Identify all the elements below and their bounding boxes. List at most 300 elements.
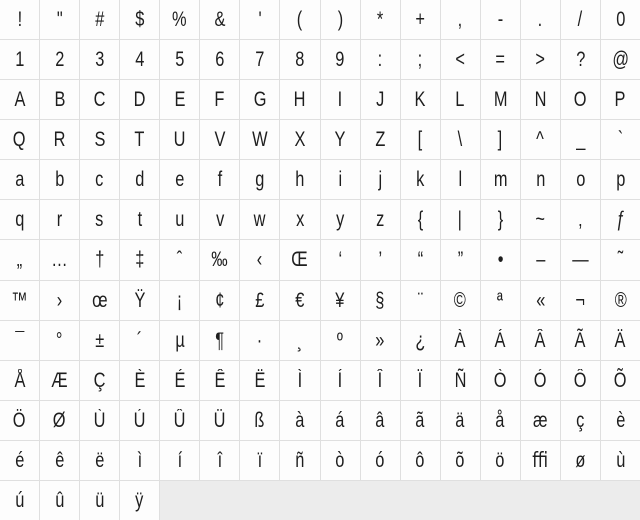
- glyph-cell[interactable]: [80, 441, 119, 480]
- glyph: ;: [417, 48, 423, 72]
- glyph-cell[interactable]: [240, 200, 279, 239]
- glyph: á: [335, 408, 345, 432]
- glyph-cell[interactable]: [120, 160, 159, 199]
- glyph-cell[interactable]: [561, 240, 600, 279]
- glyph: p: [615, 168, 626, 192]
- glyph-cell[interactable]: [160, 240, 199, 279]
- glyph: u: [175, 208, 185, 232]
- glyph-cell[interactable]: [120, 40, 159, 79]
- glyph: ¿: [415, 328, 426, 352]
- glyph-cell[interactable]: [521, 281, 560, 320]
- glyph-cell[interactable]: [521, 401, 560, 440]
- glyph-cell[interactable]: [361, 80, 400, 119]
- glyph: !: [17, 8, 22, 32]
- glyph-cell[interactable]: [240, 160, 279, 199]
- glyph: ‚: [578, 208, 583, 232]
- glyph-cell[interactable]: [321, 80, 360, 119]
- glyph-cell[interactable]: [481, 321, 520, 360]
- glyph: ë: [95, 448, 105, 472]
- glyph-cell[interactable]: [561, 120, 600, 159]
- glyph-cell[interactable]: [120, 0, 159, 39]
- glyph-cell[interactable]: [561, 401, 600, 440]
- glyph-cell[interactable]: [0, 80, 39, 119]
- glyph-cell[interactable]: [0, 40, 39, 79]
- glyph: e: [175, 168, 185, 192]
- glyph-cell[interactable]: [521, 80, 560, 119]
- glyph: P: [614, 88, 626, 112]
- glyph-cell[interactable]: [481, 281, 520, 320]
- glyph-cell[interactable]: [601, 160, 640, 199]
- glyph: Ù: [93, 408, 106, 432]
- glyph: Ÿ: [134, 288, 146, 312]
- glyph: Ô: [574, 368, 587, 392]
- glyph: -: [497, 8, 504, 32]
- glyph-cell[interactable]: [361, 401, 400, 440]
- glyph-cell[interactable]: [441, 80, 480, 119]
- glyph-cell[interactable]: [200, 160, 239, 199]
- glyph-cell[interactable]: [160, 80, 199, 119]
- glyph: V: [214, 128, 226, 152]
- glyph-cell[interactable]: [200, 321, 239, 360]
- glyph: é: [14, 448, 25, 472]
- glyph: A: [14, 88, 25, 112]
- glyph-cell[interactable]: [0, 481, 39, 520]
- glyph-cell[interactable]: [321, 401, 360, 440]
- glyph-cell[interactable]: [160, 361, 199, 400]
- glyph: ç: [576, 408, 585, 432]
- glyph-cell[interactable]: [0, 401, 39, 440]
- glyph-cell[interactable]: [441, 240, 480, 279]
- glyph-cell[interactable]: [120, 361, 159, 400]
- glyph-cell[interactable]: [361, 40, 400, 79]
- glyph-cell[interactable]: [40, 160, 79, 199]
- glyph-cell[interactable]: [401, 160, 440, 199]
- glyph: —: [572, 248, 589, 272]
- glyph-cell[interactable]: [361, 441, 400, 480]
- glyph: :: [377, 48, 383, 72]
- glyph: y: [335, 208, 345, 232]
- glyph: l: [458, 168, 463, 192]
- glyph-cell[interactable]: [321, 321, 360, 360]
- glyph-cell[interactable]: [280, 40, 319, 79]
- glyph-cell[interactable]: [601, 401, 640, 440]
- glyph-cell[interactable]: [40, 120, 79, 159]
- glyph-cell[interactable]: [481, 40, 520, 79]
- glyph-cell[interactable]: [280, 401, 319, 440]
- glyph: â: [375, 408, 385, 432]
- glyph-cell[interactable]: [160, 0, 199, 39]
- glyph-cell[interactable]: [601, 200, 640, 239]
- glyph-cell[interactable]: [280, 321, 319, 360]
- glyph: a: [14, 168, 25, 192]
- glyph-cell[interactable]: [80, 200, 119, 239]
- glyph: Œ: [291, 248, 309, 272]
- glyph: Z: [375, 128, 386, 152]
- glyph: ò: [335, 448, 345, 472]
- glyph-cell[interactable]: [240, 401, 279, 440]
- glyph: ": [56, 8, 63, 32]
- glyph: Á: [494, 328, 506, 352]
- glyph-cell[interactable]: [200, 240, 239, 279]
- glyph-cell[interactable]: [80, 481, 119, 520]
- glyph-cell[interactable]: [200, 401, 239, 440]
- glyph-cell[interactable]: [160, 321, 199, 360]
- glyph: r: [56, 208, 63, 232]
- glyph-cell[interactable]: [321, 240, 360, 279]
- glyph-cell[interactable]: [120, 240, 159, 279]
- glyph: ª: [497, 288, 504, 312]
- glyph: #: [95, 8, 105, 32]
- glyph-cell[interactable]: [321, 120, 360, 159]
- glyph-cell[interactable]: [0, 0, 39, 39]
- glyph-cell[interactable]: [160, 200, 199, 239]
- glyph: ö: [495, 448, 505, 472]
- glyph-cell[interactable]: [80, 361, 119, 400]
- glyph: _: [575, 128, 585, 152]
- glyph-cell[interactable]: [601, 240, 640, 279]
- glyph: W: [252, 128, 268, 152]
- glyph-cell[interactable]: [361, 120, 400, 159]
- glyph-cell[interactable]: [481, 361, 520, 400]
- glyph-cell[interactable]: [200, 80, 239, 119]
- glyph-cell[interactable]: [601, 80, 640, 119]
- glyph: Ø: [53, 408, 66, 432]
- glyph-cell[interactable]: [601, 0, 640, 39]
- glyph-cell[interactable]: [160, 281, 199, 320]
- glyph: É: [174, 368, 186, 392]
- glyph-cell[interactable]: [441, 160, 480, 199]
- glyph-cell[interactable]: [601, 120, 640, 159]
- glyph-cell[interactable]: [80, 80, 119, 119]
- glyph-cell[interactable]: [40, 0, 79, 39]
- glyph-cell[interactable]: [361, 281, 400, 320]
- glyph-cell[interactable]: [321, 200, 360, 239]
- glyph-cell[interactable]: [561, 281, 600, 320]
- glyph: L: [455, 88, 465, 112]
- glyph-cell[interactable]: [120, 321, 159, 360]
- glyph: à: [295, 408, 305, 432]
- glyph-cell[interactable]: [521, 441, 560, 480]
- glyph-cell[interactable]: [40, 401, 79, 440]
- glyph: ¬: [575, 288, 586, 312]
- glyph: ’: [378, 248, 382, 272]
- glyph-cell[interactable]: [200, 0, 239, 39]
- glyph-cell[interactable]: [240, 120, 279, 159]
- glyph: Ó: [533, 368, 547, 392]
- glyph: ã: [415, 408, 425, 432]
- glyph: Ì: [297, 368, 303, 392]
- glyph-cell[interactable]: [240, 0, 279, 39]
- glyph-cell[interactable]: [561, 160, 600, 199]
- glyph: d: [135, 168, 145, 192]
- glyph-cell[interactable]: [481, 401, 520, 440]
- glyph-cell[interactable]: [280, 361, 319, 400]
- glyph-cell[interactable]: [240, 40, 279, 79]
- glyph: \: [457, 128, 463, 152]
- glyph-cell[interactable]: [361, 361, 400, 400]
- glyph: X: [294, 128, 306, 152]
- glyph-cell[interactable]: [521, 321, 560, 360]
- glyph-cell[interactable]: [240, 80, 279, 119]
- glyph-cell[interactable]: [0, 321, 39, 360]
- glyph: £: [255, 288, 265, 312]
- glyph-cell[interactable]: [120, 481, 159, 520]
- glyph-cell[interactable]: [0, 160, 39, 199]
- glyph-cell[interactable]: [200, 200, 239, 239]
- glyph-cell[interactable]: [0, 240, 39, 279]
- glyph-cell[interactable]: [361, 0, 400, 39]
- glyph-cell[interactable]: [200, 281, 239, 320]
- glyph-cell[interactable]: [521, 361, 560, 400]
- glyph-cell[interactable]: [401, 401, 440, 440]
- glyph-cell[interactable]: [280, 80, 319, 119]
- glyph: •: [497, 248, 504, 272]
- glyph-cell[interactable]: [401, 441, 440, 480]
- glyph-cell[interactable]: [80, 321, 119, 360]
- glyph: *: [376, 8, 384, 32]
- glyph: è: [615, 408, 626, 432]
- glyph-cell[interactable]: [561, 0, 600, 39]
- glyph-cell[interactable]: [601, 281, 640, 320]
- glyph-cell[interactable]: [561, 200, 600, 239]
- glyph: ü: [95, 488, 105, 512]
- glyph: œ: [91, 288, 108, 312]
- glyph-cell[interactable]: [280, 160, 319, 199]
- glyph-cell[interactable]: [120, 401, 159, 440]
- glyph-cell[interactable]: [521, 200, 560, 239]
- glyph-cell[interactable]: [120, 441, 159, 480]
- glyph: ä: [455, 408, 465, 432]
- glyph-cell[interactable]: [40, 321, 79, 360]
- glyph-cell[interactable]: [0, 200, 39, 239]
- glyph-cell[interactable]: [441, 361, 480, 400]
- glyph-cell[interactable]: [80, 281, 119, 320]
- glyph-cell[interactable]: [481, 0, 520, 39]
- glyph-cell[interactable]: [481, 200, 520, 239]
- glyph-cell[interactable]: [561, 361, 600, 400]
- glyph: ,: [457, 8, 463, 32]
- glyph: »: [375, 328, 385, 352]
- glyph: Ñ: [454, 368, 467, 392]
- glyph: .: [538, 8, 543, 32]
- glyph: g: [255, 168, 265, 192]
- glyph-cell[interactable]: [521, 120, 560, 159]
- glyph-cell[interactable]: [200, 441, 239, 480]
- glyph-cell[interactable]: [361, 321, 400, 360]
- glyph-cell[interactable]: [321, 40, 360, 79]
- glyph: –: [535, 248, 545, 272]
- glyph-cell[interactable]: [80, 40, 119, 79]
- glyph-cell[interactable]: [561, 321, 600, 360]
- glyph: G: [253, 88, 267, 112]
- glyph-cell[interactable]: [200, 120, 239, 159]
- glyph-cell[interactable]: [401, 0, 440, 39]
- glyph: w: [253, 208, 266, 232]
- glyph-cell[interactable]: [561, 80, 600, 119]
- glyph-cell[interactable]: [321, 281, 360, 320]
- glyph-cell[interactable]: [40, 40, 79, 79]
- glyph-cell[interactable]: [441, 120, 480, 159]
- glyph-cell[interactable]: [200, 361, 239, 400]
- glyph-cell[interactable]: [160, 401, 199, 440]
- glyph-cell[interactable]: [120, 120, 159, 159]
- glyph: 1: [14, 48, 25, 72]
- glyph-cell[interactable]: [0, 120, 39, 159]
- glyph-cell[interactable]: [40, 281, 79, 320]
- glyph: =: [495, 48, 506, 72]
- glyph-cell[interactable]: [601, 361, 640, 400]
- glyph: Ò: [493, 368, 507, 392]
- glyph-cell[interactable]: [401, 120, 440, 159]
- glyph: F: [214, 88, 225, 112]
- glyph: ‹: [257, 248, 263, 272]
- glyph-cell[interactable]: [401, 200, 440, 239]
- glyph-cell[interactable]: [521, 0, 560, 39]
- glyph-cell[interactable]: [321, 0, 360, 39]
- glyph: 9: [335, 48, 345, 72]
- glyph-cell[interactable]: [481, 120, 520, 159]
- glyph-cell[interactable]: [160, 40, 199, 79]
- glyph-cell[interactable]: [401, 281, 440, 320]
- glyph: n: [535, 168, 545, 192]
- glyph-cell[interactable]: [160, 120, 199, 159]
- glyph-cell[interactable]: [401, 361, 440, 400]
- glyph-cell[interactable]: [521, 160, 560, 199]
- glyph-cell[interactable]: [0, 361, 39, 400]
- glyph-cell[interactable]: [481, 240, 520, 279]
- glyph: Û: [173, 408, 186, 432]
- glyph: º: [337, 328, 344, 352]
- glyph-cell[interactable]: [80, 0, 119, 39]
- glyph-cell[interactable]: [200, 40, 239, 79]
- glyph-cell[interactable]: [441, 441, 480, 480]
- glyph-cell[interactable]: [361, 160, 400, 199]
- glyph-cell[interactable]: [321, 361, 360, 400]
- glyph-cell[interactable]: [481, 80, 520, 119]
- glyph-cell[interactable]: [521, 40, 560, 79]
- glyph: ¨: [417, 288, 423, 312]
- glyph: Ç: [93, 368, 106, 392]
- glyph: ø: [575, 448, 586, 472]
- glyph-cell[interactable]: [280, 120, 319, 159]
- glyph-cell[interactable]: [361, 200, 400, 239]
- glyph-cell[interactable]: [240, 240, 279, 279]
- glyph-cell[interactable]: [40, 240, 79, 279]
- glyph-cell[interactable]: [441, 321, 480, 360]
- glyph-cell[interactable]: [601, 321, 640, 360]
- glyph: U: [173, 128, 186, 152]
- glyph-cell[interactable]: [441, 281, 480, 320]
- glyph-cell[interactable]: [40, 361, 79, 400]
- glyph: Ü: [213, 408, 226, 432]
- glyph: ~: [535, 208, 546, 232]
- glyph-cell[interactable]: [40, 200, 79, 239]
- glyph-cell[interactable]: [441, 401, 480, 440]
- glyph-cell[interactable]: [280, 0, 319, 39]
- glyph: q: [14, 208, 25, 232]
- glyph-cell[interactable]: [240, 281, 279, 320]
- glyph: t: [137, 208, 142, 232]
- glyph-cell[interactable]: [601, 40, 640, 79]
- glyph-cell[interactable]: [240, 441, 279, 480]
- glyph-cell[interactable]: [521, 240, 560, 279]
- glyph-cell[interactable]: [80, 160, 119, 199]
- glyph: å: [495, 408, 505, 432]
- glyph-cell[interactable]: [280, 240, 319, 279]
- glyph: ·: [257, 328, 263, 352]
- glyph-cell[interactable]: [561, 441, 600, 480]
- glyph: {: [417, 208, 423, 232]
- glyph-cell[interactable]: [441, 0, 480, 39]
- glyph: >: [535, 48, 546, 72]
- glyph-cell[interactable]: [240, 361, 279, 400]
- glyph-cell[interactable]: [441, 200, 480, 239]
- glyph-cell[interactable]: [0, 281, 39, 320]
- glyph-cell[interactable]: [80, 120, 119, 159]
- glyph: x: [295, 208, 305, 232]
- glyph: ‰: [211, 248, 229, 272]
- glyph: Ä: [614, 328, 626, 352]
- glyph-cell[interactable]: [40, 80, 79, 119]
- glyph-cell[interactable]: [280, 200, 319, 239]
- glyph-cell[interactable]: [321, 441, 360, 480]
- glyph-cell[interactable]: [160, 441, 199, 480]
- glyph: S: [94, 128, 106, 152]
- glyph: °: [56, 328, 63, 352]
- glyph: ô: [415, 448, 425, 472]
- glyph-cell[interactable]: [40, 481, 79, 520]
- glyph-cell[interactable]: [80, 240, 119, 279]
- glyph-cell[interactable]: [160, 160, 199, 199]
- glyph-cell[interactable]: [280, 281, 319, 320]
- glyph: (: [297, 8, 303, 32]
- glyph-cell[interactable]: [280, 441, 319, 480]
- glyph-cell[interactable]: [401, 240, 440, 279]
- glyph: “: [417, 248, 423, 272]
- glyph: ¯: [14, 328, 25, 352]
- glyph: õ: [455, 448, 465, 472]
- glyph: +: [415, 8, 425, 32]
- glyph-cell[interactable]: [361, 240, 400, 279]
- glyph-cell[interactable]: [240, 321, 279, 360]
- glyph-cell[interactable]: [80, 401, 119, 440]
- glyph: È: [134, 368, 146, 392]
- glyph: ï: [257, 448, 263, 472]
- glyph-cell[interactable]: [441, 40, 480, 79]
- glyph-cell[interactable]: [401, 321, 440, 360]
- glyph: µ: [175, 328, 185, 352]
- glyph-cell[interactable]: [40, 441, 79, 480]
- glyph-cell[interactable]: [481, 160, 520, 199]
- glyph-cell[interactable]: [120, 200, 159, 239]
- glyph: Y: [334, 128, 346, 152]
- glyph: „: [16, 248, 23, 272]
- glyph: 4: [135, 48, 145, 72]
- glyph-cell[interactable]: [561, 40, 600, 79]
- glyph-cell[interactable]: [401, 80, 440, 119]
- glyph-cell[interactable]: [120, 281, 159, 320]
- glyph: Í: [337, 368, 343, 392]
- glyph-cell[interactable]: [321, 160, 360, 199]
- glyph-cell[interactable]: [481, 441, 520, 480]
- glyph: 7: [255, 48, 265, 72]
- glyph-cell[interactable]: [120, 80, 159, 119]
- glyph: §: [375, 288, 385, 312]
- glyph-cell[interactable]: [401, 40, 440, 79]
- glyph-cell[interactable]: [0, 441, 39, 480]
- glyph: …: [51, 248, 68, 272]
- glyph-cell[interactable]: [601, 441, 640, 480]
